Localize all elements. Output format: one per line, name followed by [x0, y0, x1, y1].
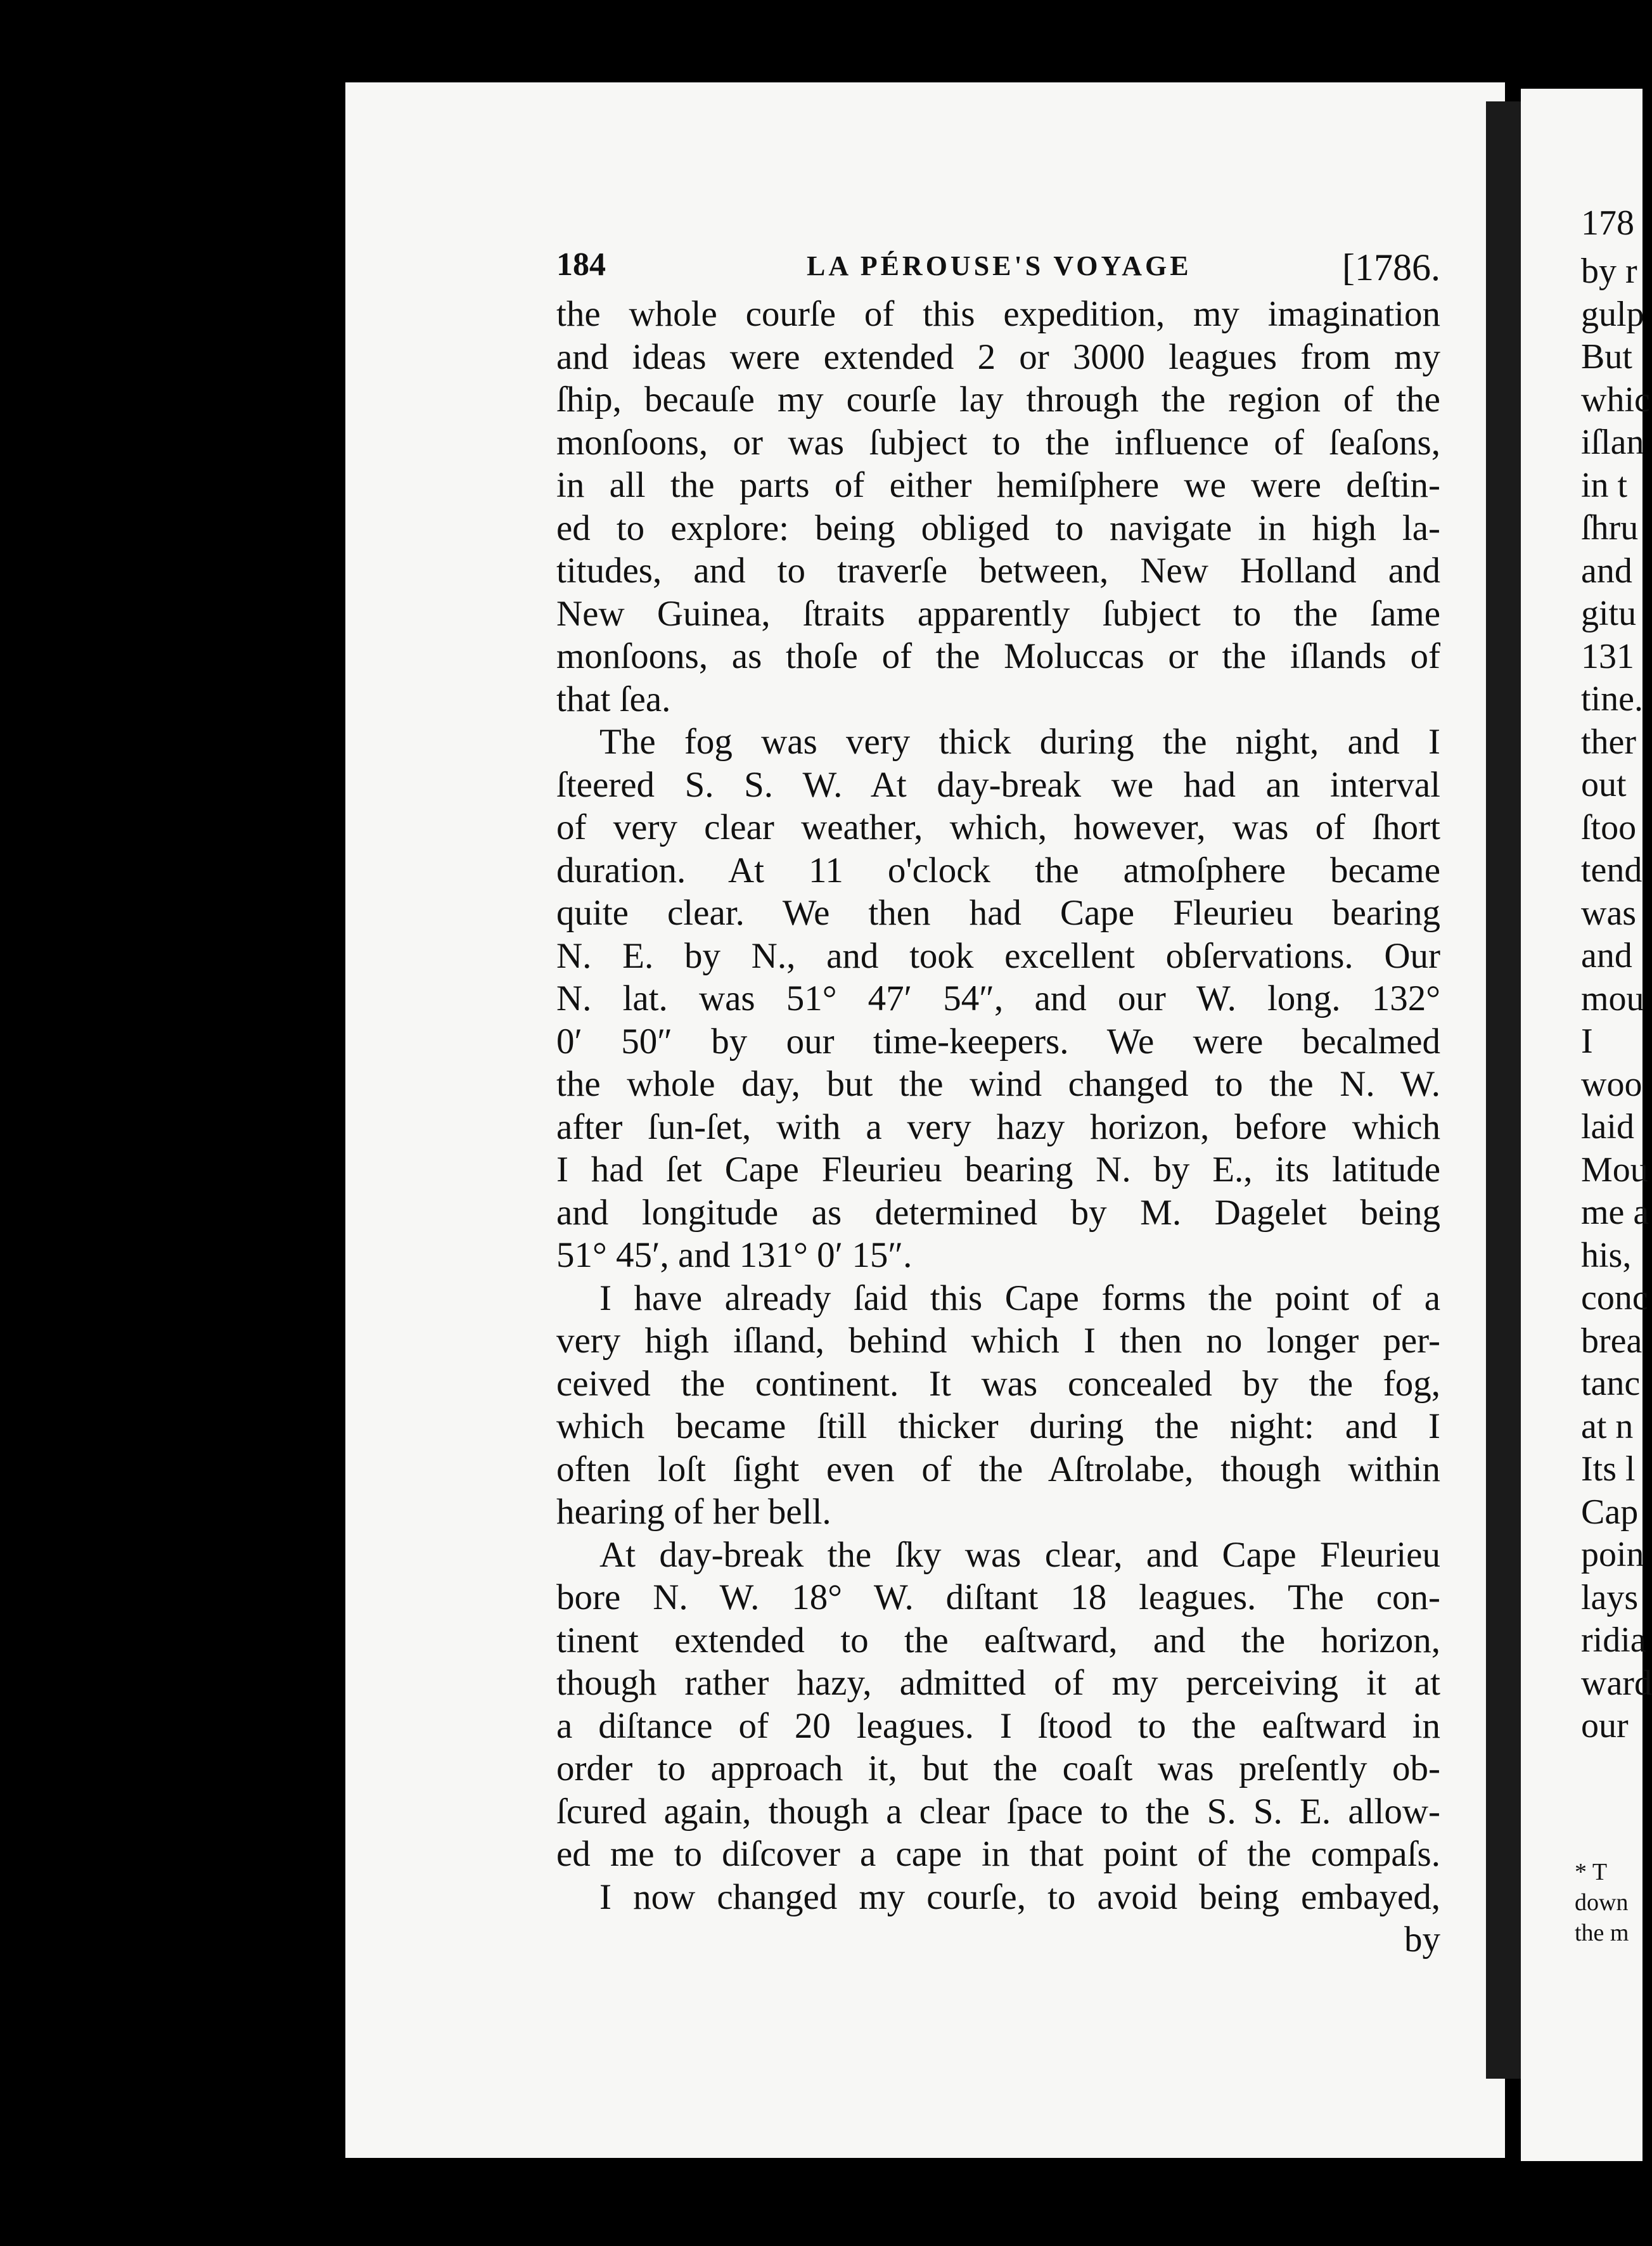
- text-line: ed to explore: being obliged to navigate in high la-: [556, 508, 1440, 548]
- adjacent-text-line: poin: [1581, 1535, 1644, 1574]
- adjacent-text-line: whic: [1581, 380, 1650, 420]
- adjacent-text-line: iſlan: [1581, 423, 1644, 462]
- text-line: though rather hazy, admitted of my perceiving it at: [556, 1663, 1440, 1703]
- text-line: and ideas were extended 2 or 3000 leagues from my: [556, 337, 1440, 377]
- text-line: bore N. W. 18° W. diſtant 18 leagues. The con-: [556, 1577, 1440, 1617]
- adjacent-text-line: ſhru: [1581, 508, 1639, 548]
- adjacent-text-line: and: [1581, 551, 1632, 591]
- text-line: tinent extended to the eaſtward, and the horizon,: [556, 1620, 1440, 1660]
- text-line: ſhip, becauſe my courſe lay through the region of the: [556, 380, 1440, 420]
- text-line: N. E. by N., and took excellent obſervations. Our: [556, 935, 1440, 976]
- text-line: 51° 45′, and 131° 0′ 15″.: [556, 1235, 912, 1275]
- adjacent-text-line: brea: [1581, 1321, 1642, 1361]
- page-header: [556, 246, 1440, 289]
- adjacent-text-line: his,: [1581, 1235, 1632, 1275]
- text-line: order to approach it, but the coaſt was preſently ob-: [556, 1749, 1440, 1788]
- text-line: I had ſet Cape Fleurieu bearing N. by E., its latitude: [556, 1150, 1440, 1190]
- adjacent-text-line: gulp: [1581, 294, 1644, 334]
- text-line: of very clear weather, which, however, was of ſhort: [556, 807, 1440, 847]
- adjacent-text-line: Its l: [1581, 1449, 1636, 1489]
- adjacent-text-line: at n: [1581, 1406, 1634, 1446]
- adjacent-page-header: 178: [1581, 203, 1634, 243]
- adjacent-text-line: our: [1581, 1706, 1629, 1745]
- text-line: New Guinea, ſtraits apparently ſubject to the ſame: [556, 593, 1440, 634]
- adjacent-text-line: ſtoo: [1581, 807, 1637, 847]
- text-line: often loſt ſight even of the Aſtrolabe, though within: [556, 1449, 1440, 1489]
- text-line: ſteered S. S. W. At day-break we had an interval: [556, 764, 1440, 805]
- adjacent-text-line: was: [1581, 893, 1637, 933]
- adjacent-text-line: and: [1581, 936, 1632, 975]
- adjacent-page: [1521, 89, 1652, 2161]
- adjacent-text-line: 131: [1581, 636, 1634, 676]
- adjacent-footnote-line: down: [1575, 1889, 1629, 1916]
- text-line: and longitude as determined by M. Dagelet being: [556, 1192, 1440, 1233]
- adjacent-text-line: tend: [1581, 850, 1642, 890]
- text-line: At day-break the ſky was clear, and Cape Fleurieu: [599, 1534, 1440, 1575]
- page-number: 184: [556, 247, 606, 283]
- text-line: in all the parts of either hemiſphere we were deſtin-: [556, 465, 1440, 505]
- adjacent-footnote-line: * T: [1575, 1859, 1608, 1885]
- adjacent-text-line: ward: [1581, 1663, 1652, 1703]
- text-line: I now changed my courſe, to avoid being embayed,: [599, 1877, 1440, 1917]
- body-text: [556, 293, 1440, 1961]
- adjacent-text-line: I: [1581, 1022, 1593, 1061]
- text-line: monſoons, or was ſubject to the influence of ſeaſons,: [556, 422, 1440, 463]
- text-line: which became ſtill thicker during the night: and I: [556, 1406, 1440, 1446]
- catchword: by: [1404, 1920, 1440, 1960]
- text-line: N. lat. was 51° 47′ 54″, and our W. long. 132°: [556, 979, 1440, 1018]
- adjacent-text-line: out: [1581, 765, 1627, 804]
- text-line: after ſun-ſet, with a very hazy horizon, before which: [556, 1107, 1440, 1147]
- adjacent-text-line: me a: [1581, 1193, 1649, 1232]
- adjacent-text-line: Cap: [1581, 1492, 1639, 1532]
- text-line: that ſea.: [556, 679, 671, 719]
- adjacent-text-line: tanc: [1581, 1364, 1641, 1403]
- text-line: the whole courſe of this expedition, my imagination: [556, 294, 1440, 334]
- text-line: hearing of her bell.: [556, 1492, 831, 1532]
- adjacent-text-line: gitu: [1581, 594, 1637, 633]
- year-marker: [1786.: [1342, 247, 1440, 288]
- adjacent-text-line: But: [1581, 337, 1632, 376]
- text-line: ſcured again, though a clear ſpace to the S. S. E. allow-: [556, 1791, 1440, 1832]
- adjacent-text-line: by r: [1581, 252, 1637, 291]
- text-line: the whole day, but the wind changed to the N. W.: [556, 1064, 1440, 1104]
- adjacent-text-line: in t: [1581, 465, 1628, 505]
- adjacent-footnote-line: the m: [1575, 1920, 1629, 1946]
- text-line: monſoons, as thoſe of the Moluccas or the iſlands of: [556, 636, 1440, 676]
- adjacent-page-footnote: [1575, 1857, 1629, 1948]
- text-line: ceived the continent. It was concealed by the fog,: [556, 1363, 1440, 1404]
- text-line: I have already ſaid this Cape forms the point of a: [599, 1278, 1440, 1318]
- adjacent-text-line: mou: [1581, 979, 1644, 1018]
- adjacent-text-line: conc: [1581, 1278, 1648, 1318]
- adjacent-text-line: woo: [1581, 1064, 1642, 1104]
- adjacent-text-line: ridia: [1581, 1620, 1646, 1660]
- adjacent-page-text: [1581, 250, 1652, 1748]
- book-gutter: [1486, 101, 1521, 2079]
- adjacent-text-line: ther: [1581, 722, 1637, 762]
- adjacent-text-line: lays: [1581, 1577, 1639, 1617]
- text-line: quite clear. We then had Cape Fleurieu bearing: [556, 893, 1440, 933]
- running-title: LA PÉROUSE'S VOYAGE: [807, 250, 1192, 281]
- adjacent-text-line: laid: [1581, 1107, 1634, 1146]
- text-line: very high iſland, behind which I then no longer per-: [556, 1321, 1440, 1361]
- text-line: The fog was very thick during the night, and I: [599, 722, 1440, 762]
- adjacent-text-line: Mou: [1581, 1150, 1648, 1190]
- text-line: ed me to diſcover a cape in that point of the compaſs.: [556, 1834, 1440, 1874]
- text-line: a diſtance of 20 leagues. I ſtood to the eaſtward in: [556, 1705, 1440, 1746]
- text-line: titudes, and to traverſe between, New Holland and: [556, 551, 1440, 591]
- text-line: duration. At 11 o'clock the atmoſphere became: [556, 850, 1440, 890]
- adjacent-text-line: tine.: [1581, 679, 1643, 719]
- text-line: 0′ 50″ by our time-keepers. We were becalmed: [556, 1021, 1440, 1062]
